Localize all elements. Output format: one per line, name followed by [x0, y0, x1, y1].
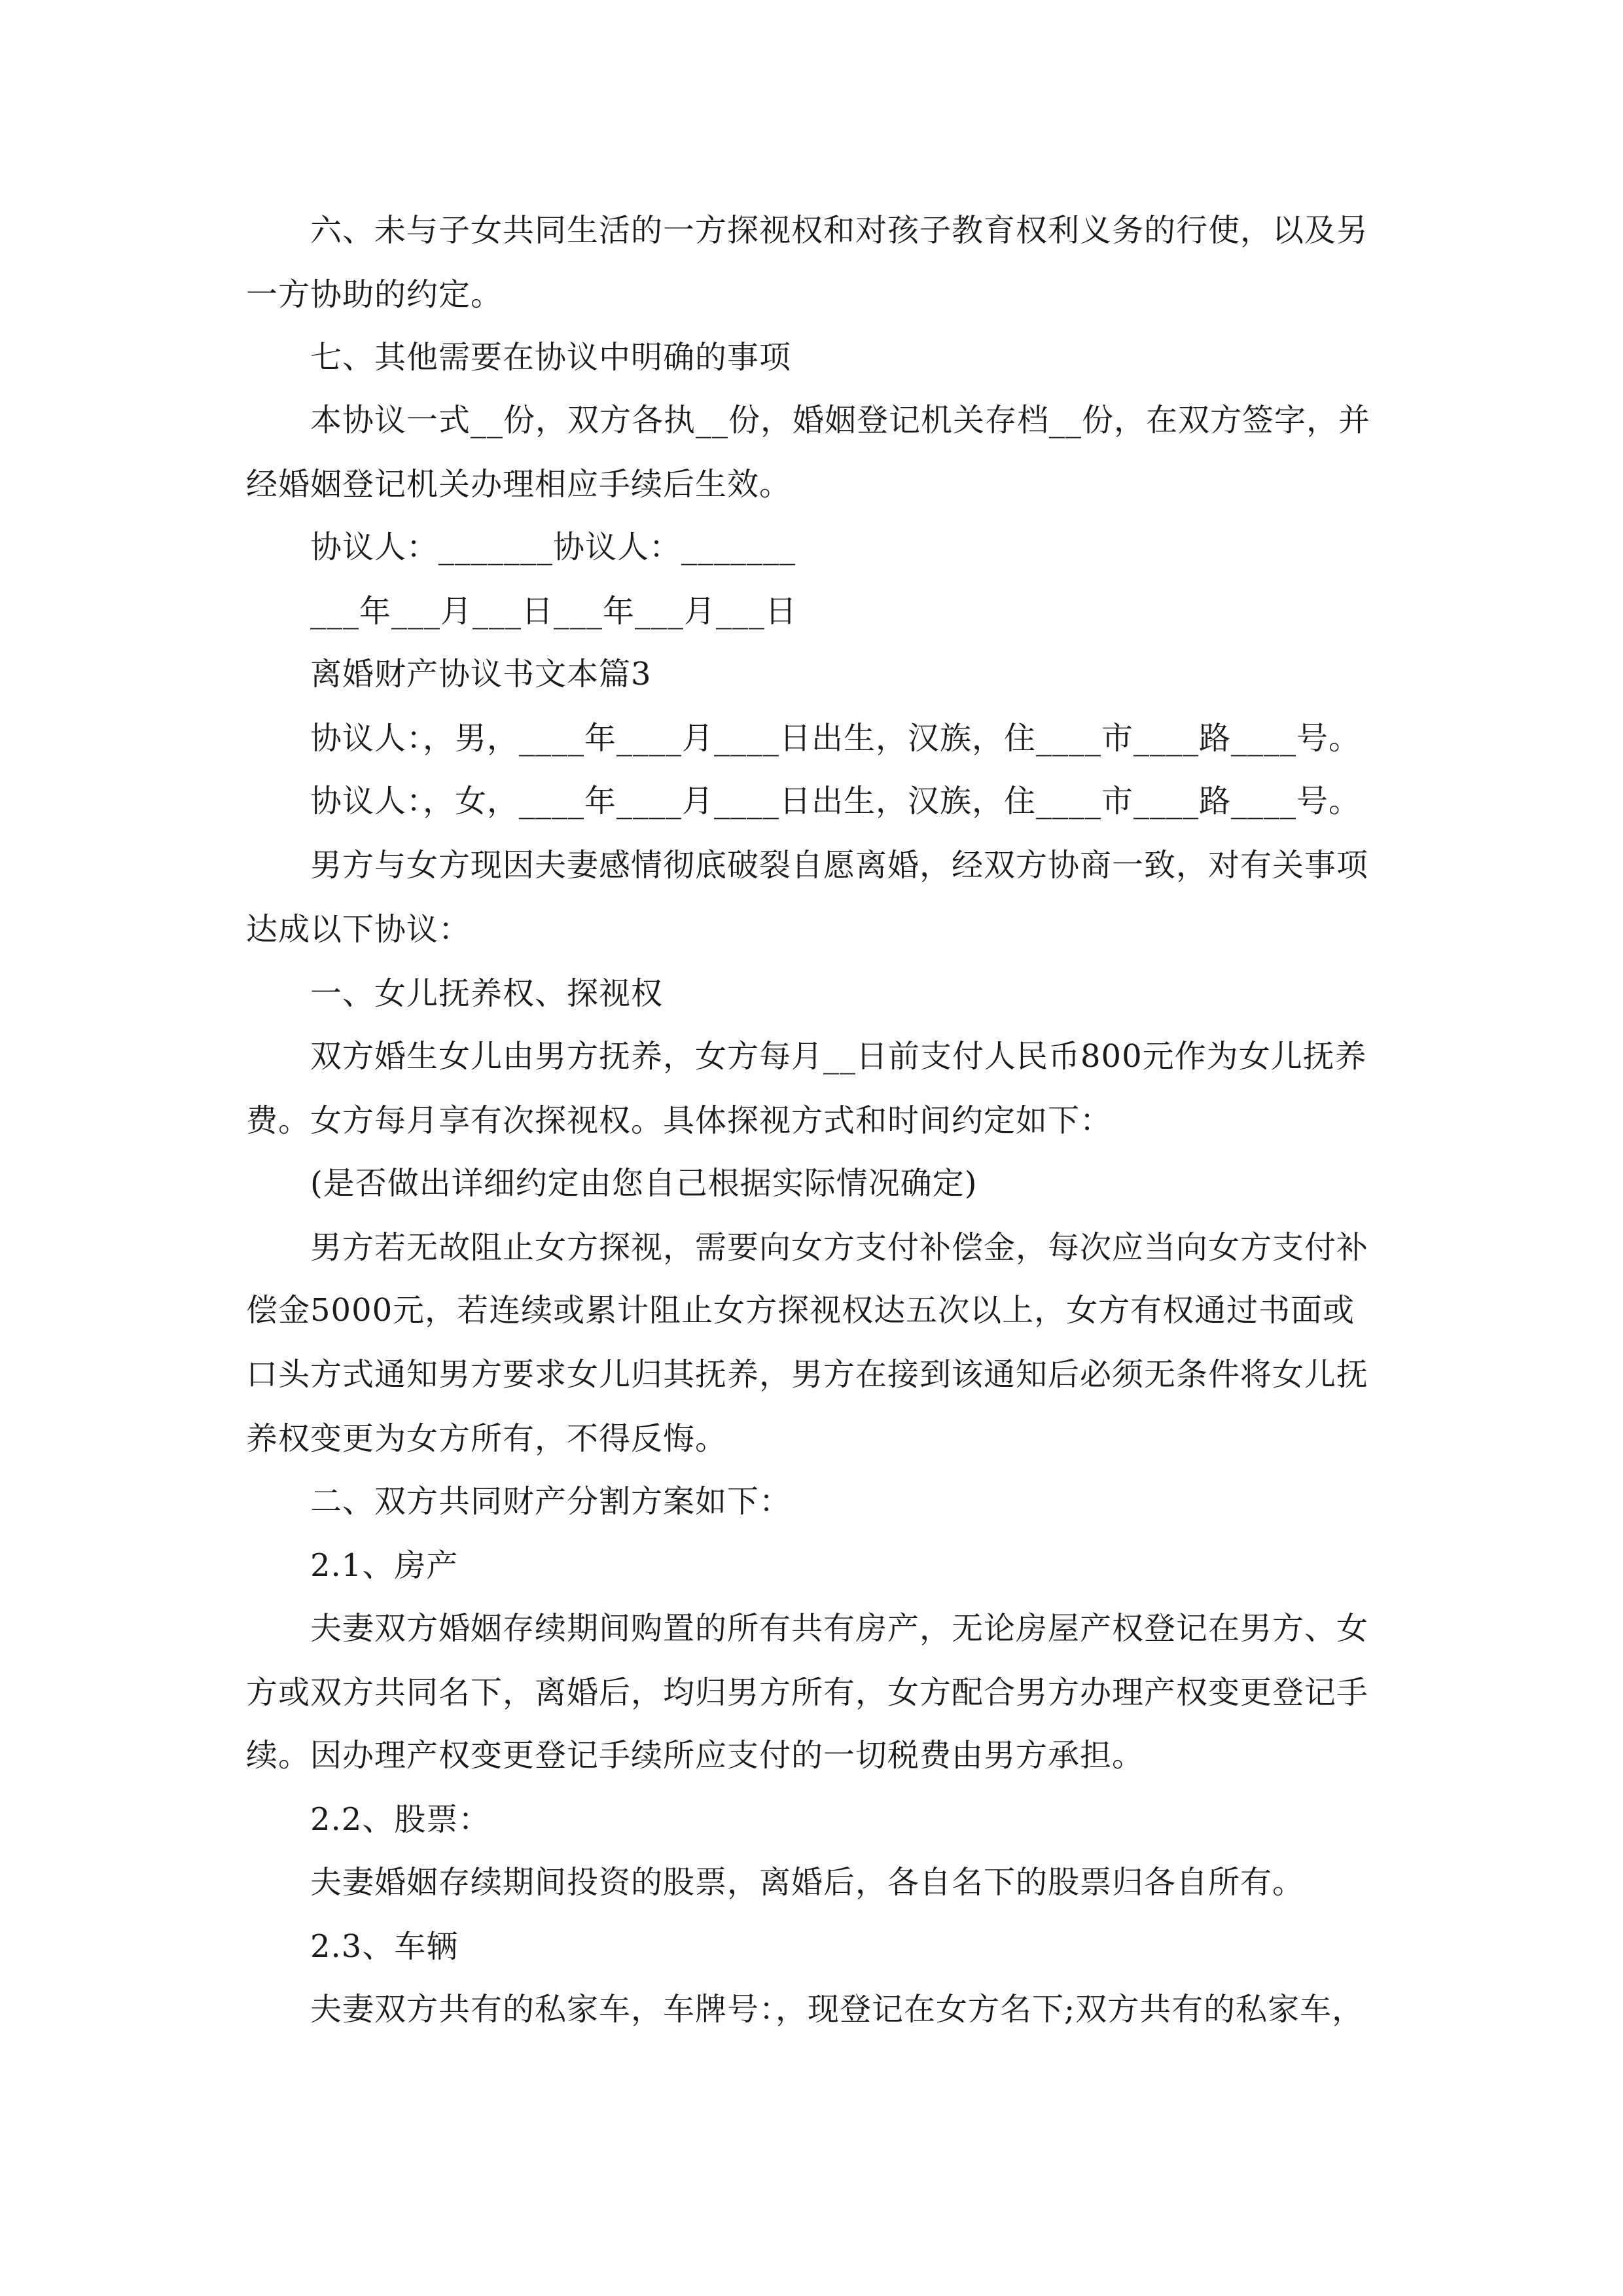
text-line: 一、女儿抚养权、探视权	[310, 975, 664, 1012]
text-line: 夫妻双方共有的私家车，车牌号：，现登记在女方名下;双方共有的私家车，	[310, 1991, 1364, 2028]
text-line: 本协议一式__份，双方各执__份，婚姻登记机关存档__份，在双方签字，并	[310, 402, 1371, 439]
text-line: 男方与女方现因夫妻感情彻底破裂自愿离婚，经双方协商一致，对有关事项	[310, 847, 1369, 884]
text-line: 达成以下协议：	[246, 911, 471, 948]
text-line: 夫妻婚姻存续期间投资的股票，离婚后，各自名下的股票归各自所有。	[310, 1864, 1305, 1901]
text-line: 男方若无故阻止女方探视，需要向女方支付补偿金，每次应当向女方支付补	[310, 1229, 1369, 1266]
text-line: ___年___月___日___年___月___日	[310, 593, 798, 630]
text-line: 2.2、股票：	[310, 1801, 491, 1838]
text-line: 协议人：，女，____年____月____日出生，汉族，住____市____路____号。	[310, 783, 1361, 819]
text-line: 一方协助的约定。	[246, 276, 503, 313]
text-line: (是否做出详细约定由您自己根据实际情况确定)	[310, 1165, 978, 1202]
text-line: 二、双方共同财产分割方案如下：	[310, 1483, 792, 1520]
text-line: 费。女方每月享有次探视权。具体探视方式和时间约定如下：	[246, 1102, 1113, 1139]
text-line: 方或双方共同名下，离婚后，均归男方所有，女方配合男方办理产权变更登记手	[246, 1674, 1369, 1711]
text-line: 偿金5000元，若连续或累计阻止女方探视权达五次以上，女方有权通过书面或	[246, 1292, 1355, 1329]
text-line: 协议人：，男，____年____月____日出生，汉族，住____市____路____号。	[310, 720, 1361, 757]
text-line: 2.3、车辆	[310, 1928, 459, 1965]
text-line: 养权变更为女方所有，不得反悔。	[246, 1420, 728, 1457]
text-line: 协议人：_______协议人：_______	[310, 529, 796, 565]
section-heading: 离婚财产协议书文本篇3	[310, 656, 652, 692]
text-line: 夫妻双方婚姻存续期间购置的所有共有房产，无论房屋产权登记在男方、女	[310, 1610, 1369, 1647]
text-line: 七、其他需要在协议中明确的事项	[310, 339, 792, 376]
text-line: 经婚姻登记机关办理相应手续后生效。	[246, 466, 792, 503]
text-line: 六、未与子女共同生活的一方探视权和对孩子教育权利义务的行使，以及另	[310, 212, 1369, 249]
text-line: 双方婚生女儿由男方抚养，女方每月__日前支付人民币800元作为女儿抚养	[310, 1038, 1367, 1075]
text-line: 续。因办理产权变更登记手续所应支付的一切税费由男方承担。	[246, 1737, 1145, 1774]
text-line: 口头方式通知男方要求女儿归其抚养，男方在接到该通知后必须无条件将女儿抚	[246, 1356, 1369, 1393]
text-line: 2.1、房产	[310, 1547, 459, 1584]
